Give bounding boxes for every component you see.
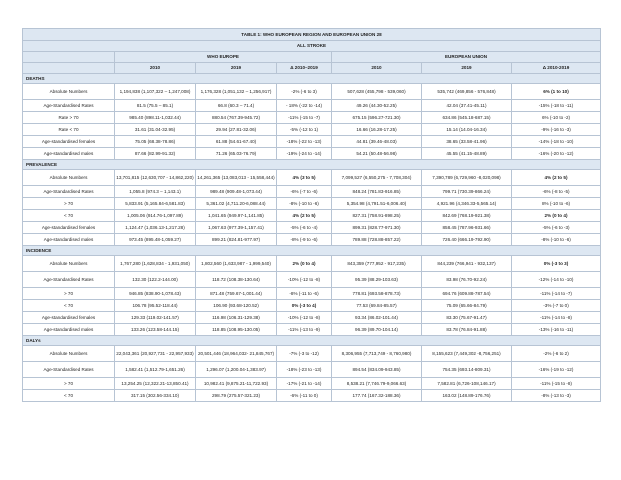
row-label: Absolute Numbers	[23, 170, 115, 186]
row-label: Age-standardised females	[23, 136, 115, 148]
cell-who-2010: 1,767,280 (1,628,834 - 1,931,050)	[115, 256, 196, 272]
table-row	[23, 324, 601, 336]
table-row	[23, 362, 601, 378]
cell-who-delta: -11% (-15 to -7)	[277, 112, 332, 124]
cell-who-delta: 2% (0 to 4)	[277, 256, 332, 272]
table-row	[23, 124, 601, 136]
cell-who-2010: 985.40 (898.11-1,032.44)	[115, 112, 196, 124]
cell-eu-2010: 827.31 (758.91-898.25)	[332, 210, 422, 222]
row-label: Age-standardised females	[23, 312, 115, 324]
cell-eu-delta: -13% (-16 to -11)	[512, 324, 601, 336]
cell-who-2019: 1,296.07 (1,200.04-1,383.97)	[196, 362, 277, 378]
cell-eu-2019: 8,155,623 (7,449,302 -8,756,251)	[422, 346, 512, 362]
cell-eu-delta: 8% (-10 to -6)	[512, 198, 601, 210]
table-row	[23, 170, 601, 186]
cell-who-2019: 71.26 (65.03-76.79)	[196, 148, 277, 160]
cell-eu-2019: 15.14 (14.04-16.34)	[422, 124, 512, 136]
cell-who-2019: 1,176,328 (1,051,132 – 1,256,917)	[196, 84, 277, 100]
table-row	[23, 234, 601, 246]
cell-who-delta: -19% (-24 to -14)	[277, 148, 332, 160]
cell-who-2019: 989.48 (909.48-1,073.44)	[196, 186, 277, 198]
cell-eu-delta: -11% (-14 to -8)	[512, 312, 601, 324]
row-label: Rate > 70	[23, 112, 115, 124]
group-header-who: WHO EUROPE	[115, 52, 332, 63]
cell-eu-2010: 507,628 (455,798 - 539,060)	[332, 84, 422, 100]
column-header-eu-delta: Δ 2010-2019	[512, 63, 601, 74]
cell-eu-2010: 44.81 (39.46-48.03)	[332, 136, 422, 148]
table-row	[23, 312, 601, 324]
cell-who-2019: 298.79 (275.57-321.23)	[196, 390, 277, 402]
table-row	[23, 256, 601, 272]
cell-eu-delta: -15% (-18 to -11)	[512, 100, 601, 112]
section-header-row	[23, 160, 601, 170]
cell-who-2010: 317.15 (302.56-334.10)	[115, 390, 196, 402]
table-subtitle: ALL STROKE	[23, 41, 601, 52]
cell-eu-delta: -2% (-6 to 2)	[512, 346, 601, 362]
cell-eu-2010: 843,359 (777,952 - 917,235)	[332, 256, 422, 272]
cell-who-2010: 133.26 (123.58-144.15)	[115, 324, 196, 336]
cell-eu-2019: 634.86 (545.18-687.15)	[422, 112, 512, 124]
column-header-row	[23, 63, 601, 74]
cell-eu-2010: 899.31 (828.77-971.30)	[332, 222, 422, 234]
cell-eu-2010: 77.53 (69.84-85.57)	[332, 300, 422, 312]
cell-who-2019: 1,067.63 (977.39-1,157.41)	[196, 222, 277, 234]
cell-who-2019: 5,361.02 (4,711.20-6,088.44)	[196, 198, 277, 210]
column-header-eu-2019: 2019	[422, 63, 512, 74]
cell-who-delta: -8% (-11 to -6)	[277, 288, 332, 300]
cell-eu-delta: -16% (-19 to -12)	[512, 362, 601, 378]
table-title-row	[23, 29, 601, 41]
cell-eu-delta: 2% (0 to 4)	[512, 210, 601, 222]
column-header-who-2010: 2010	[115, 63, 196, 74]
cell-who-delta: -8% (-10 to -6)	[277, 198, 332, 210]
cell-eu-delta: -16% (-20 to -12)	[512, 148, 601, 160]
column-header-blank	[23, 63, 115, 74]
row-label: Absolute Numbers	[23, 346, 115, 362]
cell-eu-2019: 45.55 (41.15-48.89)	[422, 148, 512, 160]
cell-who-2019: 20,501,446 (18,964,032- 21,845,767)	[196, 346, 277, 362]
row-label: Age-standardised males	[23, 324, 115, 336]
cell-who-delta: -5% (-12 to 1)	[277, 124, 332, 136]
cell-who-2019: 118.85 (108.95-130.05)	[196, 324, 277, 336]
cell-who-2019: 871.48 (759.67-1,001.44)	[196, 288, 277, 300]
row-label: Age-Standardised Rates	[23, 362, 115, 378]
section-title: INCIDENCE	[23, 246, 601, 256]
cell-eu-2019: 844,239 (766,941 - 932,137)	[422, 256, 512, 272]
table-row	[23, 210, 601, 222]
cell-eu-delta: -9% (-16 to -3)	[512, 124, 601, 136]
cell-who-2010: 973.45 (895.48-1,059.27)	[115, 234, 196, 246]
cell-who-2010: 81.5 (75.5 – 85.1)	[115, 100, 196, 112]
cell-eu-delta: -11% (-14 to -7)	[512, 288, 601, 300]
cell-eu-2019: 726.40 (666.19-792.90)	[422, 234, 512, 246]
cell-who-delta: -5% (-6 to -4)	[277, 222, 332, 234]
cell-eu-2019: 83.30 (75.67-91.47)	[422, 312, 512, 324]
cell-who-delta: -7% (-3 to -12)	[277, 346, 332, 362]
cell-eu-2019: 7,582.81 (6,726-108,146.17)	[422, 378, 512, 390]
cell-eu-2019: 163.02 (148.89-176.76)	[422, 390, 512, 402]
cell-eu-delta: -14% (-18 to -10)	[512, 136, 601, 148]
cell-who-2010: 129.33 (119.02-141.57)	[115, 312, 196, 324]
cell-eu-2019: 38.65 (33.58-41.96)	[422, 136, 512, 148]
cell-eu-2019: 7,390,789 (6,729,960 -8,020,098)	[422, 170, 512, 186]
row-label: Age-standardised males	[23, 234, 115, 246]
column-header-eu-2010: 2010	[332, 63, 422, 74]
cell-eu-delta: -5% (-6 to -3)	[512, 222, 601, 234]
cell-eu-2019: 694.76 (609.88-787.54)	[422, 288, 512, 300]
section-header-row	[23, 246, 601, 256]
cell-who-2010: 1,055.8 (974.3 – 1,143.1)	[115, 186, 196, 198]
table-row	[23, 112, 601, 124]
row-label: Absolute Numbers	[23, 84, 115, 100]
cell-eu-2010: 49.26 (44.30-52.25)	[332, 100, 422, 112]
cell-eu-2010: 789.88 (728.88-857.22)	[332, 234, 422, 246]
cell-eu-delta: -11% (-15 to -8)	[512, 378, 601, 390]
cell-who-2010: 87.66 (82.99-91.32)	[115, 148, 196, 160]
cell-eu-delta: 4% (2 to 5)	[512, 170, 601, 186]
table-row	[23, 272, 601, 288]
cell-who-2010: 5,833.91 (5,165.84-6,581.83)	[115, 198, 196, 210]
table-row	[23, 346, 601, 362]
cell-eu-delta: 6% (-10 to -2)	[512, 112, 601, 124]
cell-eu-2010: 7,099,527 (6,550,275 - 7,708,304)	[332, 170, 422, 186]
table-subtitle-row	[23, 41, 601, 52]
cell-eu-2019: 83.78 (76.84-91.88)	[422, 324, 512, 336]
cell-eu-2010: 848.24 (781.83-916.85)	[332, 186, 422, 198]
cell-who-delta: - 18% (-22 to -14)	[277, 100, 332, 112]
cell-who-delta: -8% (-9 to -6)	[277, 234, 332, 246]
cell-who-2010: 132.30 (122.2-144.00)	[115, 272, 196, 288]
row-label: Absolute Numbers	[23, 256, 115, 272]
table-row	[23, 186, 601, 198]
cell-who-2010: 1,124.47 (1,036.13-1,217.28)	[115, 222, 196, 234]
cell-who-2019: 61.88 (54.61-67.40)	[196, 136, 277, 148]
cell-eu-2019: 83.98 (76.70-92.24)	[422, 272, 512, 288]
table-row	[23, 222, 601, 234]
cell-eu-2019: 42.04 (37.41-45.11)	[422, 100, 512, 112]
row-label: Age-Standardised Rates	[23, 100, 115, 112]
row-label: Age-Standardised Rates	[23, 272, 115, 288]
section-header-row	[23, 74, 601, 84]
cell-who-2019: 106.90 (93.68-120.52)	[196, 300, 277, 312]
cell-who-2010: 13,254.25 (12,322.21-13,850.41)	[115, 378, 196, 390]
section-title: DALYs	[23, 336, 601, 346]
cell-eu-delta: -12% (-14 to -10)	[512, 272, 601, 288]
row-label: < 70	[23, 300, 115, 312]
cell-eu-2010: 93.34 (86.02-101.44)	[332, 312, 422, 324]
cell-who-2019: 899.21 (824.81-977.97)	[196, 234, 277, 246]
cell-eu-delta: -8% (-10 to -6)	[512, 234, 601, 246]
cell-who-2010: 13,701,815 (12,630,707 - 14,862,220)	[115, 170, 196, 186]
cell-who-delta: 4% (2 to 5)	[277, 210, 332, 222]
cell-who-2010: 946.85 (838.90-1,078.43)	[115, 288, 196, 300]
cell-who-2019: 1,802,560 (1,633,987 - 1,999,540)	[196, 256, 277, 272]
cell-who-delta: -2% (-6 to 3)	[277, 84, 332, 100]
column-header-who-delta: Δ 2010–2019	[277, 63, 332, 74]
row-label: > 70	[23, 198, 115, 210]
cell-who-2010: 1,194,838 (1,107,322 – 1,247,008)	[115, 84, 196, 100]
section-header-row	[23, 336, 601, 346]
column-header-who-2019: 2019	[196, 63, 277, 74]
cell-eu-2010: 95.39 (88.29-103.63)	[332, 272, 422, 288]
stroke-summary-table	[22, 28, 601, 402]
cell-who-delta: -17% (-21 to -14)	[277, 378, 332, 390]
cell-eu-delta: 0% (-3 to 3)	[512, 256, 601, 272]
cell-eu-2010: 54.21 (50.48-56.98)	[332, 148, 422, 160]
cell-who-delta: 4% (3 to 5)	[277, 170, 332, 186]
section-title: PREVALENCE	[23, 160, 601, 170]
table-row	[23, 198, 601, 210]
cell-who-delta: -18% (-23 to -13)	[277, 362, 332, 378]
row-label: Rate < 70	[23, 124, 115, 136]
group-header-eu: EUROPEAN UNION	[332, 52, 601, 63]
cell-who-delta: -11% (-13 to -9)	[277, 324, 332, 336]
table-row	[23, 136, 601, 148]
section-title: DEATHS	[23, 74, 601, 84]
cell-who-delta: -10% (-12 to -8)	[277, 272, 332, 288]
cell-who-delta: -10% (-12 to -8)	[277, 312, 332, 324]
cell-who-2019: 66.8 (60.3 – 71.4)	[196, 100, 277, 112]
cell-who-2010: 1,582.41 (1,512.79-1,651.26)	[115, 362, 196, 378]
row-label: > 70	[23, 288, 115, 300]
cell-who-2019: 29.94 (27.81-32.06)	[196, 124, 277, 136]
cell-who-2010: 22,043,361 (20,927,731 - 22,957,933)	[115, 346, 196, 362]
cell-eu-2010: 675.15 (596.27-721.30)	[332, 112, 422, 124]
cell-eu-2010: 778.81 (693.58-878.73)	[332, 288, 422, 300]
cell-who-2019: 118.72 (108.38-130.64)	[196, 272, 277, 288]
cell-who-2019: 880.54 (767.39-945.72)	[196, 112, 277, 124]
row-label: > 70	[23, 378, 115, 390]
row-label: Age-Standardised Rates	[23, 186, 115, 198]
row-label: < 70	[23, 210, 115, 222]
cell-who-2019: 14,261,365 (13,083,013 - 15,558,444)	[196, 170, 277, 186]
cell-eu-2019: 858.45 (787.96-931.66)	[422, 222, 512, 234]
cell-eu-delta: 6% (1 to 10)	[512, 84, 601, 100]
cell-eu-2019: 799.71 (730.39-866.24)	[422, 186, 512, 198]
cell-who-2019: 116.98 (106.31-129.38)	[196, 312, 277, 324]
table-row	[23, 84, 601, 100]
cell-eu-2010: 5,354.98 (4,791.51-6,006.40)	[332, 198, 422, 210]
cell-who-2010: 1,005.06 (914.76-1,097.89)	[115, 210, 196, 222]
table-row	[23, 378, 601, 390]
cell-eu-2019: 75.09 (65.66-84.79)	[422, 300, 512, 312]
cell-eu-delta: -6% (-8 to -5)	[512, 186, 601, 198]
cell-eu-2010: 16.66 (16.28-17.25)	[332, 124, 422, 136]
cell-eu-2010: 8,306,955 (7,713,749 - 8,760,980)	[332, 346, 422, 362]
cell-eu-2010: 96.39 (89.70-104.14)	[332, 324, 422, 336]
table-row	[23, 148, 601, 160]
cell-eu-delta: -8% (-13 to -3)	[512, 390, 601, 402]
cell-eu-2010: 894.54 (834.09-943.85)	[332, 362, 422, 378]
group-header-row	[23, 52, 601, 63]
group-header-blank	[23, 52, 115, 63]
cell-who-delta: 0% (-3 to 4)	[277, 300, 332, 312]
cell-eu-2019: 535,742 (469,856 - 576,848)	[422, 84, 512, 100]
cell-who-2010: 31.61 (31.04-32.95)	[115, 124, 196, 136]
cell-eu-2010: 177.74 (167.32-188.36)	[332, 390, 422, 402]
row-label: Age-standardised males	[23, 148, 115, 160]
cell-eu-delta: -3% (-7 to 0)	[512, 300, 601, 312]
table-row	[23, 100, 601, 112]
cell-who-2010: 75.05 (68.38-78.86)	[115, 136, 196, 148]
row-label: Age-standardised females	[23, 222, 115, 234]
cell-eu-2019: 754.35 (693.14-809.31)	[422, 362, 512, 378]
cell-who-2019: 1,041.65 (949.97-1,141.85)	[196, 210, 277, 222]
cell-who-delta: -18% (-22 to -13)	[277, 136, 332, 148]
table-row	[23, 288, 601, 300]
table-row	[23, 300, 601, 312]
cell-who-2019: 10,982.41 (9,875.21-11,722.93)	[196, 378, 277, 390]
row-label: < 70	[23, 390, 115, 402]
table-title: TABLE 1: WHO EUROPEAN REGION AND EUROPEAN UNION 28	[23, 29, 601, 41]
cell-eu-2019: 842.69 (768.19-921.38)	[422, 210, 512, 222]
cell-who-delta: -6% (-7 to -6)	[277, 186, 332, 198]
cell-who-2010: 106.78 (95.52-118.44)	[115, 300, 196, 312]
table-row	[23, 390, 601, 402]
cell-eu-2010: 8,538.21 (7,746.79-9,066.63)	[332, 378, 422, 390]
cell-eu-2019: 4,921.96 (4,346.33-5,565.14)	[422, 198, 512, 210]
cell-who-delta: -6% (-11 to 0)	[277, 390, 332, 402]
